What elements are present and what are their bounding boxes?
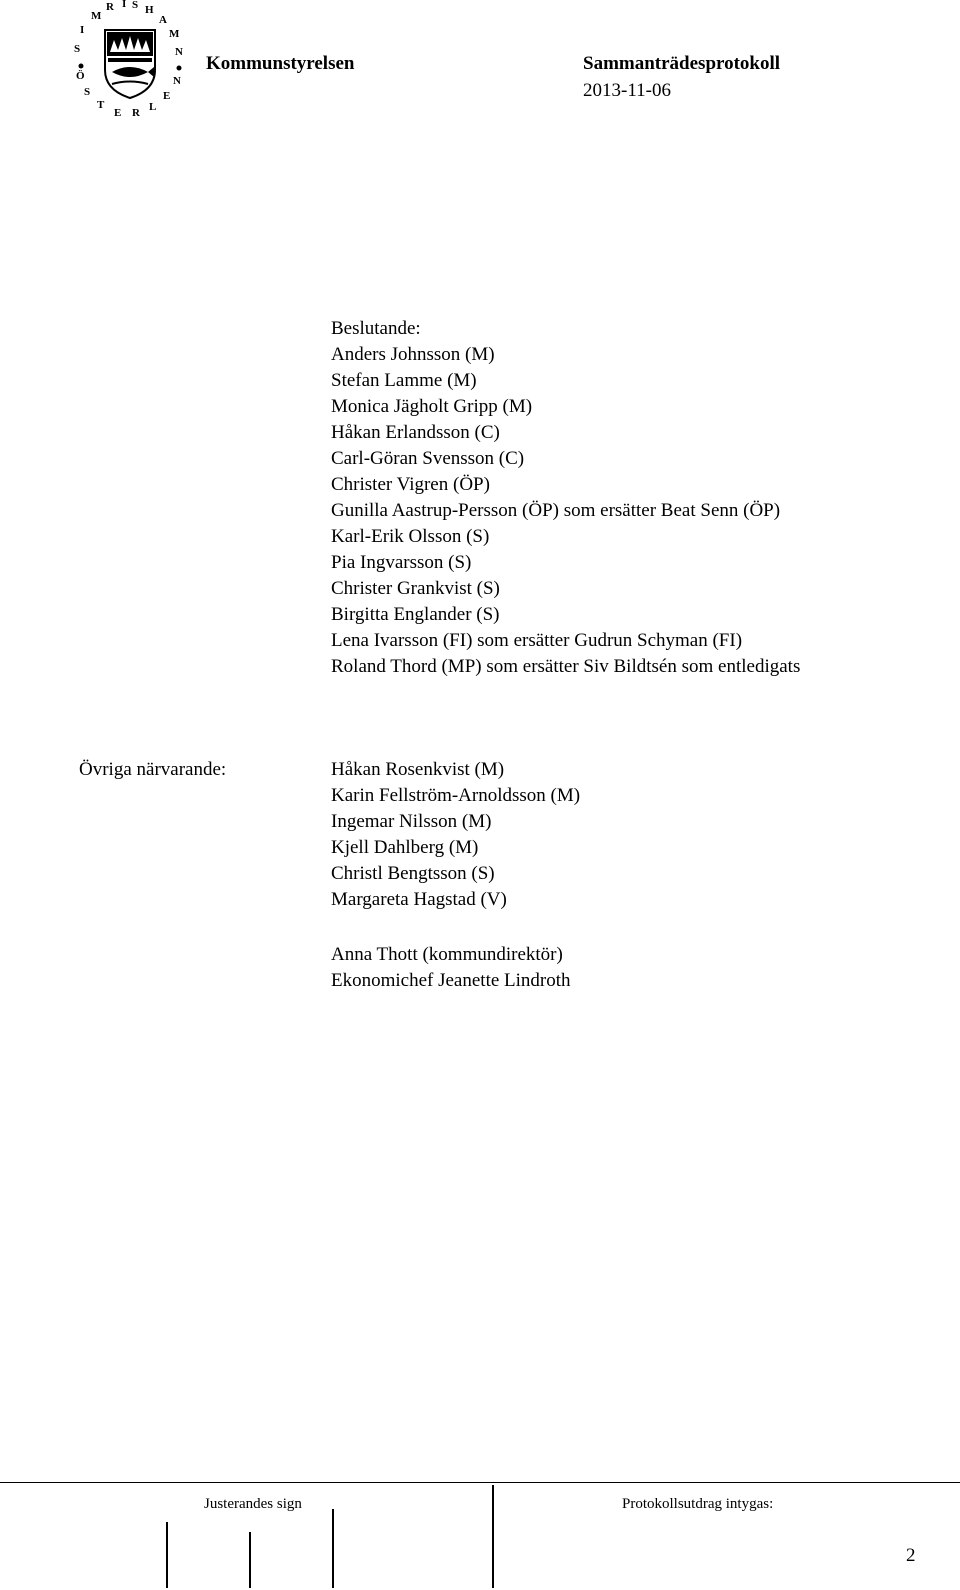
svg-text:M: M <box>169 28 180 40</box>
others-present-list <box>331 757 580 913</box>
page-number: 2 <box>906 1545 916 1566</box>
decision-maker: Birgitta Englander (S) <box>331 604 500 625</box>
svg-text:Ö: Ö <box>76 70 85 82</box>
svg-text:N: N <box>173 75 181 87</box>
decision-maker: Christer Vigren (ÖP) <box>331 474 490 495</box>
svg-text:S: S <box>132 0 139 11</box>
svg-text:E: E <box>114 107 122 119</box>
signature-box-divider <box>492 1485 494 1588</box>
adjuster-signature-label: Justerandes sign <box>204 1496 302 1512</box>
attendee: Christl Bengtsson (S) <box>331 863 495 884</box>
attendee: Håkan Rosenkvist (M) <box>331 759 505 780</box>
svg-text:I: I <box>80 24 85 36</box>
svg-text:S: S <box>74 43 81 55</box>
signature-box-divider <box>249 1532 251 1588</box>
attendee: Karin Fellström-Arnoldsson (M) <box>331 785 581 806</box>
svg-text:H: H <box>145 4 154 16</box>
svg-text:A: A <box>159 14 167 26</box>
decision-maker: Monica Jägholt Gripp (M) <box>331 396 533 417</box>
municipal-seal-logo <box>70 0 190 122</box>
decision-maker: Roland Thord (MP) som ersätter Siv Bildtsén som entledigats <box>331 656 801 677</box>
svg-text:L: L <box>149 101 157 113</box>
svg-text:R: R <box>106 1 114 13</box>
svg-text:N: N <box>175 46 183 58</box>
decision-maker: Anders Johnsson (M) <box>331 344 495 365</box>
decision-makers-list <box>331 316 800 680</box>
official: Anna Thott (kommundirektör) <box>331 944 563 965</box>
svg-text:R: R <box>132 107 140 119</box>
svg-text:T: T <box>97 99 105 111</box>
attendee: Kjell Dahlberg (M) <box>331 837 479 858</box>
footer-divider <box>0 1482 960 1483</box>
svg-text:I: I <box>122 0 127 10</box>
others-present-label: Övriga närvarande: <box>79 759 227 780</box>
decision-maker: Pia Ingvarsson (S) <box>331 552 472 573</box>
document-type: Sammanträdesprotokoll <box>583 53 781 74</box>
svg-text:S: S <box>84 86 91 98</box>
extract-certified-label: Protokollsutdrag intygas: <box>622 1496 774 1512</box>
decision-maker: Håkan Erlandsson (C) <box>331 422 500 443</box>
decision-maker: Carl-Göran Svensson (C) <box>331 448 525 469</box>
decision-maker: Lena Ivarsson (FI) som ersätter Gudrun Schyman (FI) <box>331 630 743 651</box>
committee-name: Kommunstyrelsen <box>206 53 355 74</box>
signature-box-divider <box>332 1509 334 1588</box>
decision-maker: Gunilla Aastrup-Persson (ÖP) som ersätter Beat Senn (ÖP) <box>331 500 781 521</box>
decision-maker: Karl-Erik Olsson (S) <box>331 526 490 547</box>
svg-text:E: E <box>163 90 171 102</box>
officials-list <box>331 942 571 994</box>
signature-box-divider <box>166 1522 168 1588</box>
attendee: Ingemar Nilsson (M) <box>331 811 492 832</box>
meeting-date: 2013-11-06 <box>583 80 671 101</box>
official: Ekonomichef Jeanette Lindroth <box>331 970 571 991</box>
decision-maker: Stefan Lamme (M) <box>331 370 477 391</box>
attendee: Margareta Hagstad (V) <box>331 889 507 910</box>
decision-maker: Christer Grankvist (S) <box>331 578 500 599</box>
svg-text:M: M <box>91 10 102 22</box>
decision-makers-heading: Beslutande: <box>331 318 421 339</box>
